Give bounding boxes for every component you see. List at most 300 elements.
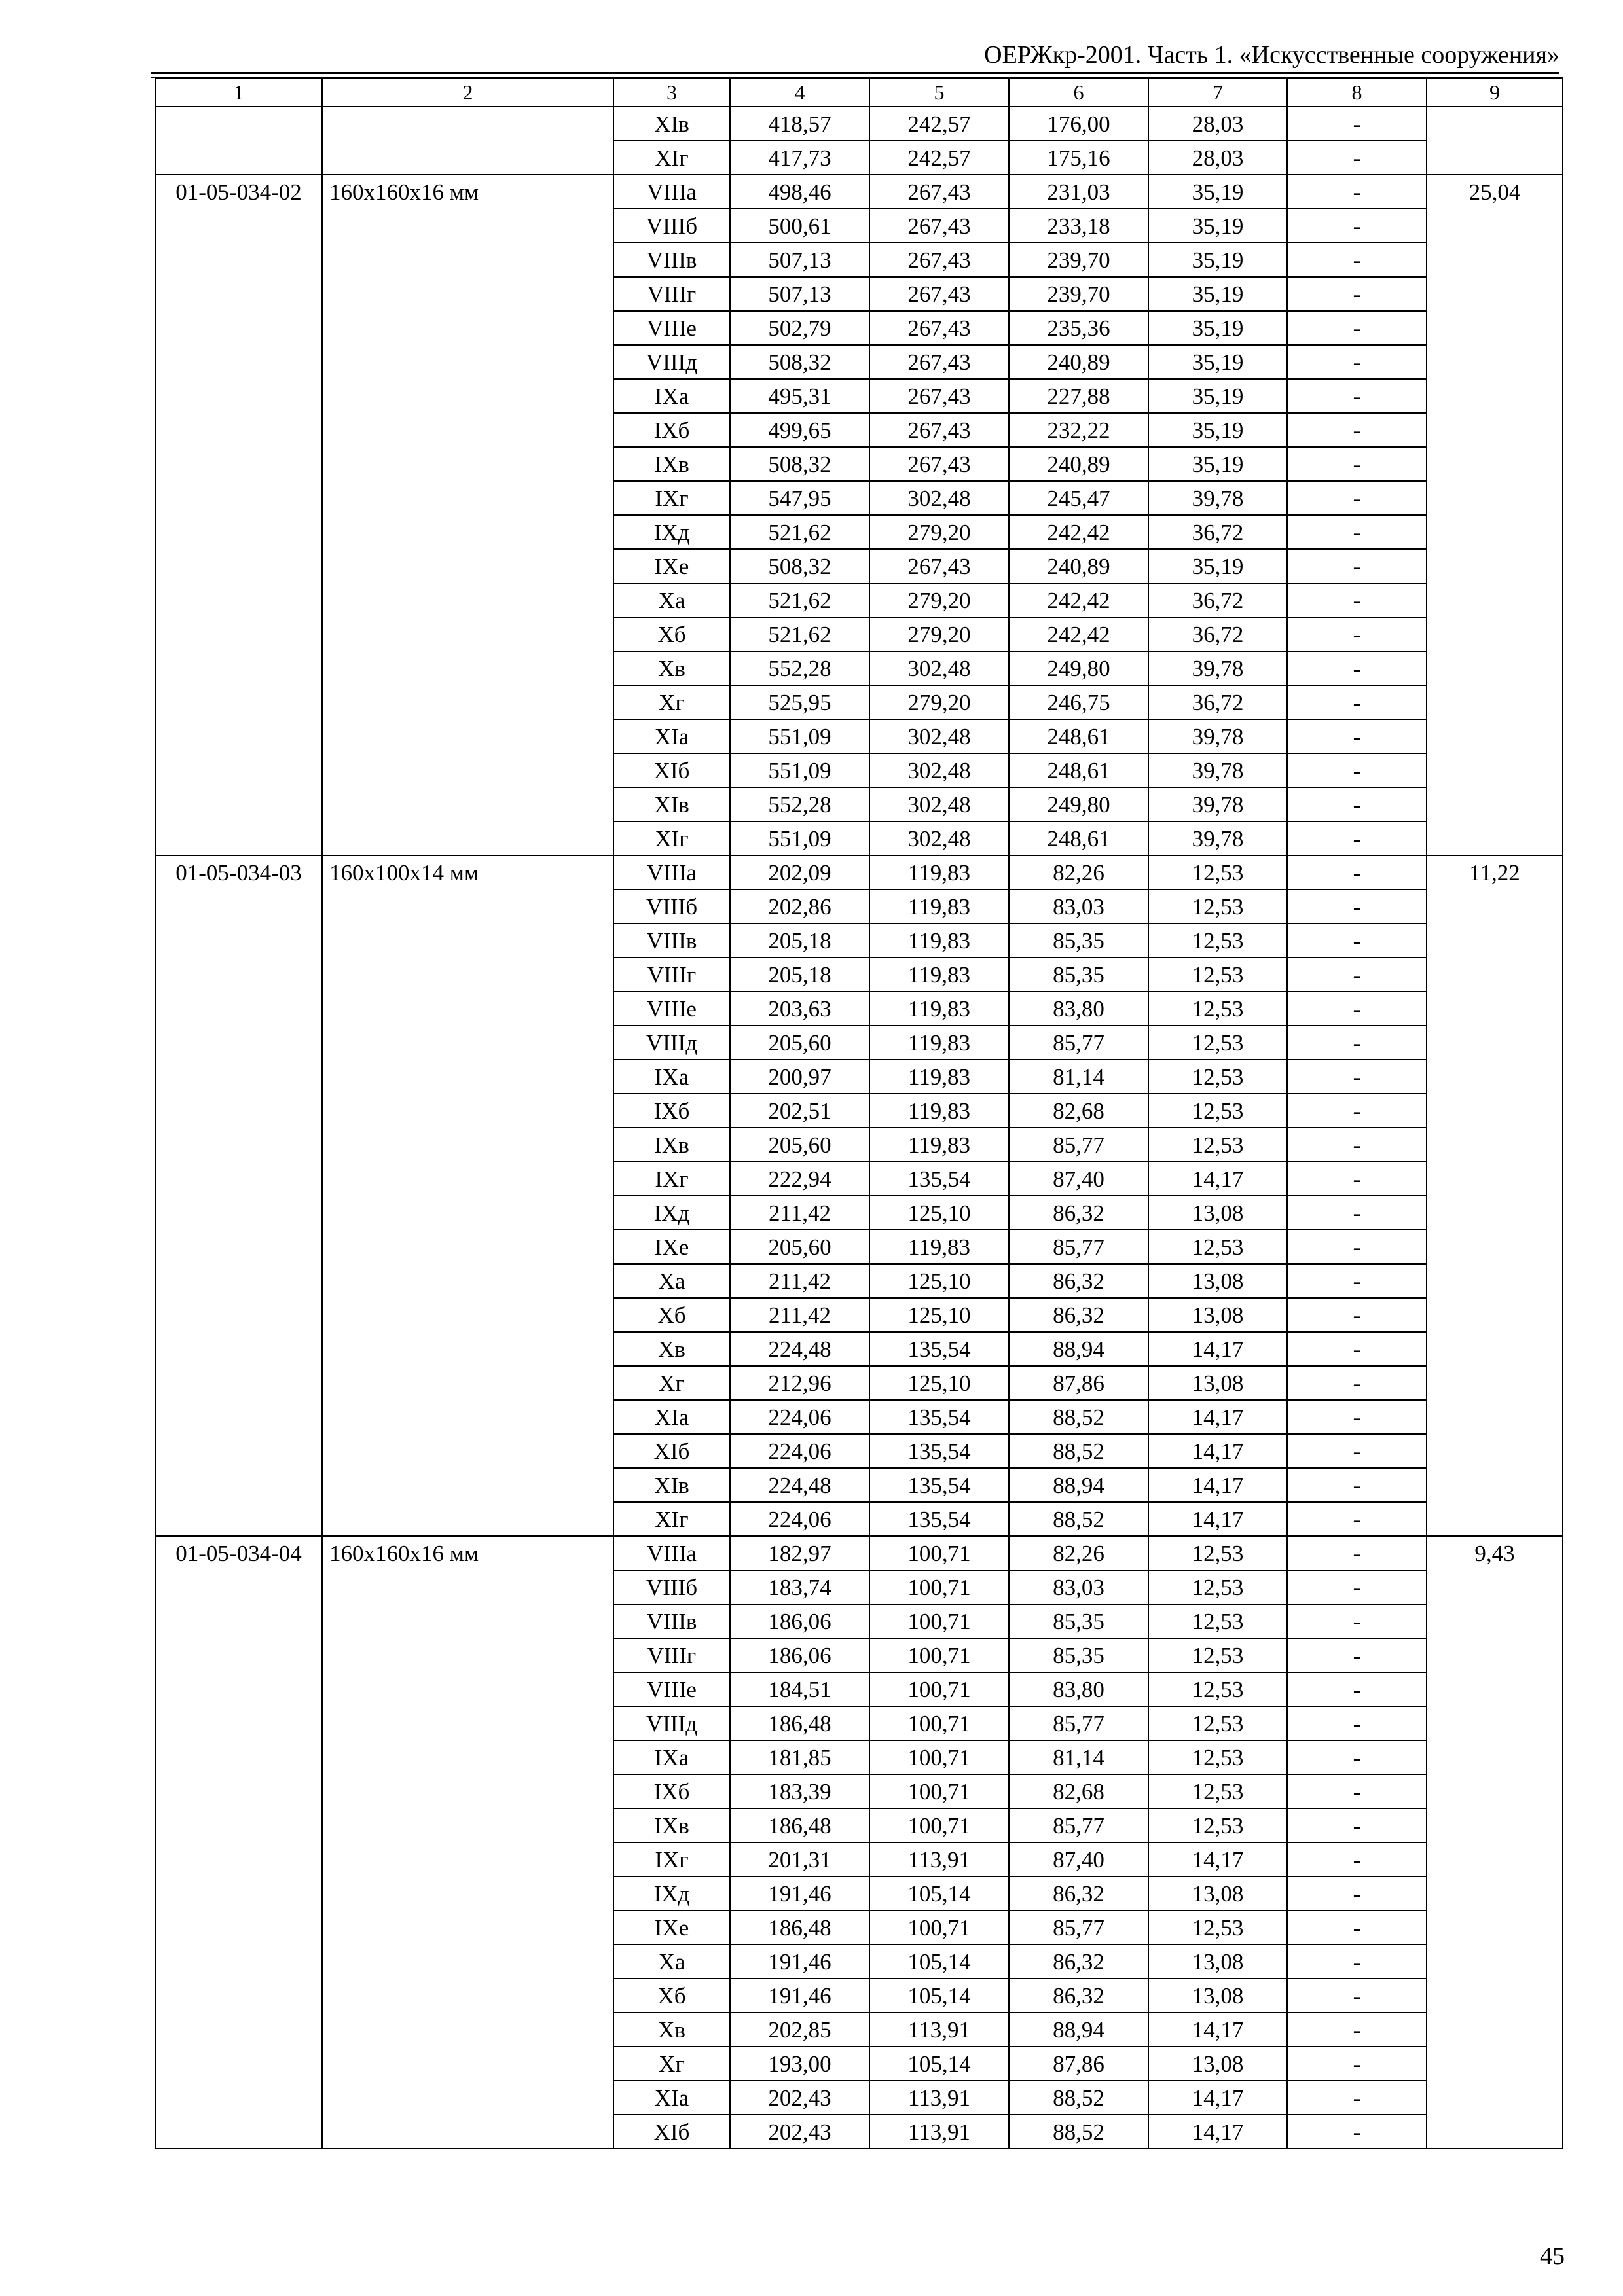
driver-wages-cell: 14,17 [1148,1842,1287,1876]
zone-cell: VIIIг [613,958,730,992]
machines-cell: 88,52 [1009,1502,1148,1536]
driver-wages-cell: 39,78 [1148,651,1287,685]
materials-cell: - [1287,1434,1427,1468]
wages-cell: 125,10 [869,1366,1009,1400]
driver-wages-cell: 35,19 [1148,311,1287,345]
materials-cell: - [1287,175,1427,209]
materials-cell: - [1287,209,1427,243]
machines-cell: 232,22 [1009,413,1148,447]
driver-wages-cell: 35,19 [1148,175,1287,209]
machines-cell: 231,03 [1009,175,1148,209]
driver-wages-cell: 12,53 [1148,1910,1287,1945]
machines-cell: 233,18 [1009,209,1148,243]
wages-cell: 267,43 [869,175,1009,209]
total-cost-cell: 224,06 [730,1400,869,1434]
materials-cell: - [1287,1604,1427,1638]
driver-wages-cell: 12,53 [1148,1740,1287,1774]
wages-cell: 125,10 [869,1298,1009,1332]
driver-wages-cell: 35,19 [1148,447,1287,481]
zone-cell: VIIIд [613,1706,730,1740]
machines-cell: 248,61 [1009,719,1148,753]
total-cost-cell: 552,28 [730,651,869,685]
wages-cell: 119,83 [869,1128,1009,1162]
wages-cell: 100,71 [869,1808,1009,1842]
wages-cell: 119,83 [869,889,1009,924]
total-cost-cell: 498,46 [730,175,869,209]
machines-cell: 85,77 [1009,1230,1148,1264]
driver-wages-cell: 12,53 [1148,924,1287,958]
total-cost-cell: 211,42 [730,1298,869,1332]
page-header-title: ОЕРЖкр-2001. Часть 1. «Искусственные сооружения» [984,41,1559,69]
driver-wages-cell: 12,53 [1148,1672,1287,1706]
materials-cell: - [1287,924,1427,958]
zone-cell: IXа [613,1060,730,1094]
column-number: 5 [869,78,1009,107]
wages-cell: 267,43 [869,311,1009,345]
driver-wages-cell: 14,17 [1148,1332,1287,1366]
machines-cell: 85,77 [1009,1808,1148,1842]
machines-cell: 82,26 [1009,855,1148,889]
zone-cell: Xв [613,2013,730,2047]
column-number: 4 [730,78,869,107]
zone-cell: Xв [613,651,730,685]
total-cost-cell: 507,13 [730,277,869,311]
total-cost-cell: 202,51 [730,1094,869,1128]
machines-cell: 85,35 [1009,1638,1148,1672]
zone-cell: Xг [613,2047,730,2081]
machines-cell: 81,14 [1009,1740,1148,1774]
driver-wages-cell: 13,08 [1148,1366,1287,1400]
driver-wages-cell: 12,53 [1148,1094,1287,1128]
wages-cell: 302,48 [869,719,1009,753]
materials-cell: - [1287,515,1427,549]
driver-wages-cell: 39,78 [1148,719,1287,753]
total-cost-cell: 191,46 [730,1979,869,2013]
wages-cell: 105,14 [869,1945,1009,1979]
total-cost-cell: 212,96 [730,1366,869,1400]
machines-cell: 83,80 [1009,992,1148,1026]
total-cost-cell: 186,06 [730,1638,869,1672]
machines-cell: 248,61 [1009,753,1148,787]
zone-cell: XIв [613,107,730,141]
labor-cost-cell: 11,22 [1427,855,1563,1536]
driver-wages-cell: 12,53 [1148,958,1287,992]
driver-wages-cell: 39,78 [1148,787,1287,821]
driver-wages-cell: 12,53 [1148,1706,1287,1740]
wages-cell: 119,83 [869,992,1009,1026]
machines-cell: 82,68 [1009,1094,1148,1128]
zone-cell: Xг [613,685,730,719]
total-cost-cell: 547,95 [730,481,869,515]
materials-cell: - [1287,277,1427,311]
zone-cell: Xв [613,1332,730,1366]
materials-cell: - [1287,141,1427,175]
driver-wages-cell: 35,19 [1148,277,1287,311]
driver-wages-cell: 13,08 [1148,1979,1287,2013]
machines-cell: 88,94 [1009,1332,1148,1366]
total-cost-cell: 521,62 [730,583,869,617]
column-number: 2 [322,78,613,107]
wages-cell: 100,71 [869,1604,1009,1638]
total-cost-cell: 417,73 [730,141,869,175]
wages-cell: 125,10 [869,1196,1009,1230]
total-cost-cell: 201,31 [730,1842,869,1876]
total-cost-cell: 508,32 [730,549,869,583]
materials-cell: - [1287,1026,1427,1060]
total-cost-cell: 202,86 [730,889,869,924]
materials-cell: - [1287,311,1427,345]
labor-cost-cell: 9,43 [1427,1536,1563,2149]
zone-cell: IXд [613,1196,730,1230]
driver-wages-cell: 12,53 [1148,1128,1287,1162]
machines-cell: 240,89 [1009,549,1148,583]
total-cost-cell: 184,51 [730,1672,869,1706]
zone-cell: VIIIб [613,1570,730,1604]
column-number: 9 [1427,78,1563,107]
materials-cell: - [1287,1060,1427,1094]
machines-cell: 246,75 [1009,685,1148,719]
machines-cell: 88,94 [1009,1468,1148,1502]
norm-code: 01-05-034-04 [155,1536,322,2149]
zone-cell: XIв [613,1468,730,1502]
driver-wages-cell: 12,53 [1148,1604,1287,1638]
materials-cell: - [1287,413,1427,447]
wages-cell: 279,20 [869,583,1009,617]
wages-cell: 135,54 [869,1162,1009,1196]
wages-cell: 302,48 [869,481,1009,515]
machines-cell: 83,03 [1009,889,1148,924]
wages-cell: 267,43 [869,379,1009,413]
total-cost-cell: 186,48 [730,1910,869,1945]
wages-cell: 279,20 [869,685,1009,719]
total-cost-cell: 495,31 [730,379,869,413]
wages-cell: 135,54 [869,1468,1009,1502]
machines-cell: 86,32 [1009,1298,1148,1332]
materials-cell: - [1287,1979,1427,2013]
zone-cell: XIв [613,787,730,821]
total-cost-cell: 186,48 [730,1808,869,1842]
total-cost-cell: 224,06 [730,1434,869,1468]
zone-cell: VIIIг [613,1638,730,1672]
materials-cell: - [1287,1842,1427,1876]
total-cost-cell: 211,42 [730,1264,869,1298]
materials-cell: - [1287,651,1427,685]
machines-cell: 88,52 [1009,1434,1148,1468]
resource-size: 160х160х16 мм [322,175,613,855]
machines-cell: 88,52 [1009,2115,1148,2149]
total-cost-cell: 499,65 [730,413,869,447]
driver-wages-cell: 12,53 [1148,1774,1287,1808]
driver-wages-cell: 13,08 [1148,1876,1287,1910]
zone-cell: Xг [613,1366,730,1400]
column-number: 7 [1148,78,1287,107]
zone-cell: VIIIе [613,1672,730,1706]
total-cost-cell: 552,28 [730,787,869,821]
total-cost-cell: 551,09 [730,719,869,753]
materials-cell: - [1287,1162,1427,1196]
total-cost-cell: 224,06 [730,1502,869,1536]
machines-cell: 227,88 [1009,379,1148,413]
zone-cell: IXг [613,481,730,515]
zone-cell: VIIIа [613,1536,730,1570]
materials-cell: - [1287,2081,1427,2115]
driver-wages-cell: 12,53 [1148,889,1287,924]
driver-wages-cell: 35,19 [1148,413,1287,447]
machines-cell: 239,70 [1009,243,1148,277]
driver-wages-cell: 35,19 [1148,549,1287,583]
column-number-row [155,78,1563,107]
machines-cell: 85,35 [1009,958,1148,992]
norm-code: 01-05-034-03 [155,855,322,1536]
materials-cell: - [1287,1332,1427,1366]
total-cost-cell: 193,00 [730,2047,869,2081]
total-cost-cell: 202,85 [730,2013,869,2047]
machines-cell: 87,86 [1009,1366,1148,1400]
wages-cell: 119,83 [869,855,1009,889]
zone-cell: Xб [613,1298,730,1332]
driver-wages-cell: 12,53 [1148,1638,1287,1672]
driver-wages-cell: 14,17 [1148,2115,1287,2149]
driver-wages-cell: 12,53 [1148,1026,1287,1060]
driver-wages-cell: 36,72 [1148,515,1287,549]
page-number: 45 [1540,2242,1565,2270]
machines-cell: 85,77 [1009,1026,1148,1060]
zone-cell: IXе [613,1910,730,1945]
driver-wages-cell: 13,08 [1148,1945,1287,1979]
zone-cell: IXе [613,1230,730,1264]
machines-cell: 86,32 [1009,1264,1148,1298]
zone-cell: Xа [613,1264,730,1298]
wages-cell: 267,43 [869,549,1009,583]
machines-cell: 87,40 [1009,1842,1148,1876]
materials-cell: - [1287,549,1427,583]
materials-cell: - [1287,1910,1427,1945]
labor-cost-cell [1427,107,1563,175]
total-cost-cell: 205,18 [730,958,869,992]
machines-cell: 240,89 [1009,447,1148,481]
zone-cell: XIб [613,2115,730,2149]
machines-cell: 175,16 [1009,141,1148,175]
driver-wages-cell: 28,03 [1148,141,1287,175]
norm-code [155,107,322,175]
machines-cell: 87,40 [1009,1162,1148,1196]
zone-cell: Xа [613,583,730,617]
driver-wages-cell: 12,53 [1148,1060,1287,1094]
zone-cell: XIа [613,1400,730,1434]
driver-wages-cell: 12,53 [1148,1570,1287,1604]
zone-cell: IXб [613,1094,730,1128]
table-row [155,1536,1563,1570]
zone-cell: IXе [613,549,730,583]
machines-cell: 242,42 [1009,617,1148,651]
materials-cell: - [1287,583,1427,617]
driver-wages-cell: 14,17 [1148,1468,1287,1502]
machines-cell: 86,32 [1009,1196,1148,1230]
wages-cell: 135,54 [869,1400,1009,1434]
materials-cell: - [1287,1400,1427,1434]
materials-cell: - [1287,889,1427,924]
zone-cell: VIIIе [613,992,730,1026]
machines-cell: 240,89 [1009,345,1148,379]
wages-cell: 302,48 [869,787,1009,821]
total-cost-cell: 191,46 [730,1945,869,1979]
driver-wages-cell: 14,17 [1148,1162,1287,1196]
column-number: 8 [1287,78,1427,107]
materials-cell: - [1287,1366,1427,1400]
materials-cell: - [1287,1298,1427,1332]
machines-cell: 83,80 [1009,1672,1148,1706]
table-row [155,107,1563,141]
driver-wages-cell: 39,78 [1148,481,1287,515]
driver-wages-cell: 13,08 [1148,1196,1287,1230]
machines-cell: 245,47 [1009,481,1148,515]
wages-cell: 279,20 [869,515,1009,549]
total-cost-cell: 551,09 [730,821,869,855]
total-cost-cell: 202,43 [730,2115,869,2149]
zone-cell: VIIIа [613,175,730,209]
wages-cell: 113,91 [869,2081,1009,2115]
machines-cell: 242,42 [1009,515,1148,549]
materials-cell: - [1287,1502,1427,1536]
labor-cost-cell: 25,04 [1427,175,1563,855]
driver-wages-cell: 14,17 [1148,2013,1287,2047]
zone-cell: VIIIе [613,311,730,345]
wages-cell: 267,43 [869,447,1009,481]
driver-wages-cell: 39,78 [1148,753,1287,787]
materials-cell: - [1287,1094,1427,1128]
machines-cell: 82,68 [1009,1774,1148,1808]
total-cost-cell: 521,62 [730,515,869,549]
total-cost-cell: 224,48 [730,1468,869,1502]
total-cost-cell: 183,39 [730,1774,869,1808]
total-cost-cell: 205,60 [730,1230,869,1264]
materials-cell: - [1287,1196,1427,1230]
driver-wages-cell: 36,72 [1148,583,1287,617]
materials-cell: - [1287,992,1427,1026]
materials-cell: - [1287,481,1427,515]
materials-cell: - [1287,1774,1427,1808]
driver-wages-cell: 12,53 [1148,855,1287,889]
driver-wages-cell: 12,53 [1148,992,1287,1026]
machines-cell: 248,61 [1009,821,1148,855]
driver-wages-cell: 35,19 [1148,379,1287,413]
driver-wages-cell: 13,08 [1148,2047,1287,2081]
materials-cell: - [1287,2115,1427,2149]
materials-cell: - [1287,379,1427,413]
zone-cell: VIIIв [613,1604,730,1638]
zone-cell: Xб [613,617,730,651]
wages-cell: 119,83 [869,1026,1009,1060]
zone-cell: VIIIд [613,345,730,379]
wages-cell: 113,91 [869,1842,1009,1876]
total-cost-cell: 186,48 [730,1706,869,1740]
driver-wages-cell: 39,78 [1148,821,1287,855]
machines-cell: 249,80 [1009,787,1148,821]
wages-cell: 302,48 [869,651,1009,685]
wages-cell: 100,71 [869,1740,1009,1774]
wages-cell: 113,91 [869,2115,1009,2149]
zone-cell: XIб [613,753,730,787]
materials-cell: - [1287,1468,1427,1502]
total-cost-cell: 205,18 [730,924,869,958]
machines-cell: 88,52 [1009,1400,1148,1434]
wages-cell: 135,54 [869,1502,1009,1536]
total-cost-cell: 507,13 [730,243,869,277]
materials-cell: - [1287,447,1427,481]
materials-cell: - [1287,107,1427,141]
zone-cell: Xа [613,1945,730,1979]
machines-cell: 176,00 [1009,107,1148,141]
zone-cell: VIIIб [613,209,730,243]
machines-cell: 85,77 [1009,1128,1148,1162]
materials-cell: - [1287,1230,1427,1264]
materials-cell: - [1287,753,1427,787]
total-cost-cell: 222,94 [730,1162,869,1196]
wages-cell: 119,83 [869,924,1009,958]
materials-cell: - [1287,2047,1427,2081]
zone-cell: XIа [613,2081,730,2115]
driver-wages-cell: 36,72 [1148,617,1287,651]
wages-cell: 105,14 [869,1876,1009,1910]
driver-wages-cell: 12,53 [1148,1230,1287,1264]
total-cost-cell: 508,32 [730,447,869,481]
column-number: 1 [155,78,322,107]
total-cost-cell: 186,06 [730,1604,869,1638]
wages-cell: 105,14 [869,1979,1009,2013]
driver-wages-cell: 14,17 [1148,1434,1287,1468]
wages-cell: 242,57 [869,141,1009,175]
materials-cell: - [1287,1672,1427,1706]
wages-cell: 119,83 [869,1094,1009,1128]
machines-cell: 85,77 [1009,1706,1148,1740]
total-cost-cell: 508,32 [730,345,869,379]
materials-cell: - [1287,685,1427,719]
wages-cell: 267,43 [869,345,1009,379]
machines-cell: 85,35 [1009,924,1148,958]
norms-table-body [155,78,1563,2149]
wages-cell: 242,57 [869,107,1009,141]
norm-code: 01-05-034-02 [155,175,322,855]
driver-wages-cell: 13,08 [1148,1298,1287,1332]
wages-cell: 267,43 [869,413,1009,447]
driver-wages-cell: 13,08 [1148,1264,1287,1298]
total-cost-cell: 182,97 [730,1536,869,1570]
wages-cell: 100,71 [869,1536,1009,1570]
materials-cell: - [1287,1945,1427,1979]
materials-cell: - [1287,1264,1427,1298]
column-number: 3 [613,78,730,107]
total-cost-cell: 211,42 [730,1196,869,1230]
total-cost-cell: 181,85 [730,1740,869,1774]
materials-cell: - [1287,958,1427,992]
zone-cell: XIб [613,1434,730,1468]
materials-cell: - [1287,855,1427,889]
machines-cell: 82,26 [1009,1536,1148,1570]
machines-cell: 235,36 [1009,311,1148,345]
machines-cell: 88,52 [1009,2081,1148,2115]
total-cost-cell: 525,95 [730,685,869,719]
total-cost-cell: 551,09 [730,753,869,787]
wages-cell: 279,20 [869,617,1009,651]
machines-cell: 85,77 [1009,1910,1148,1945]
wages-cell: 135,54 [869,1434,1009,1468]
driver-wages-cell: 35,19 [1148,345,1287,379]
driver-wages-cell: 35,19 [1148,209,1287,243]
zone-cell: IXв [613,1128,730,1162]
wages-cell: 267,43 [869,209,1009,243]
materials-cell: - [1287,1128,1427,1162]
zone-cell: VIIIг [613,277,730,311]
